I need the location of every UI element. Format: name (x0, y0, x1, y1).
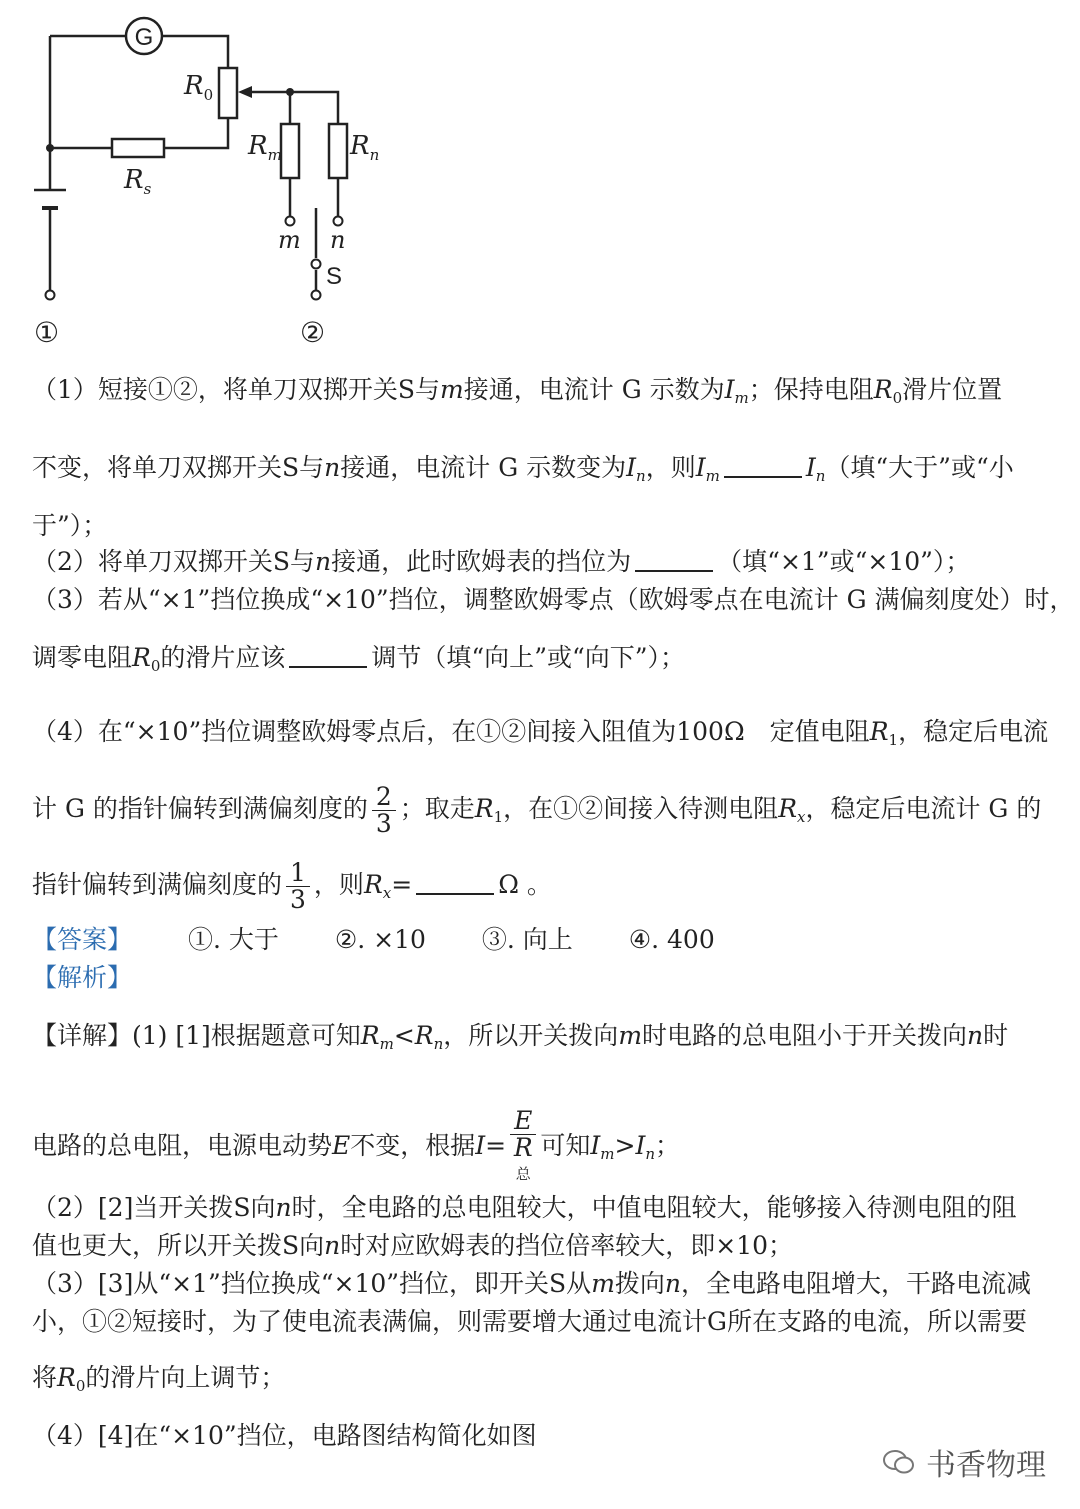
label-rm: $R_m$ (248, 131, 282, 164)
answer-blank-4[interactable] (416, 871, 494, 895)
analysis-label: 【解析】 (32, 963, 133, 992)
answer-blank-1[interactable] (724, 454, 802, 478)
circuit-diagram (0, 0, 420, 355)
wire-r0-bottom (164, 118, 228, 148)
detail-line1: 【详解】(1) [1]根据题意可知$R_m<R_n$，所以开关拨向m时电路的总电阻小于开关拨向n时 (32, 1021, 1009, 1053)
label-terminal-2: ② (300, 316, 326, 349)
detail-p3-line1: （3）[3]从“×1”挡位换成“×10”挡位，即开关S从m拨向n，全电路电阻增大，干路电流减 (32, 1269, 1032, 1298)
q2-line: （2）将单刀双掷开关S与n接通，此时欧姆表的挡位为 （填“×1”或“×10”）； (32, 547, 971, 576)
detail-p4-line: （4）[4]在“×10”挡位，电路图结构简化如图 (32, 1421, 537, 1450)
junction-dot (286, 88, 294, 96)
resistor-rs (112, 139, 164, 157)
label-terminal-1: ① (34, 316, 60, 349)
answer-blank-3[interactable] (289, 644, 367, 668)
terminal-1 (46, 291, 55, 300)
detail-line2: 电路的总电阻，电源电动势E不变，根据I= E R 总 可知$I_m>I_n$； (32, 1108, 1052, 1187)
resistor-rn (329, 124, 347, 178)
label-r0: $R_0$ (184, 71, 214, 104)
resistor-rm (281, 124, 299, 178)
answer-item: ④. 400 (628, 925, 715, 954)
galvanometer-label: G (134, 24, 154, 51)
answer-row (32, 922, 1052, 958)
terminal-m (286, 217, 295, 226)
detail-p2-line2: 值也更大，所以开关拨S向n时对应欧姆表的挡位倍率较大，即×10； (32, 1231, 794, 1260)
label-rn: $R_n$ (350, 131, 380, 164)
q1-line1: （1）短接①②，将单刀双掷开关S与m接通，电流计 G 示数为$I_m$；保持电阻$R_0$滑片位置 (32, 375, 1003, 407)
label-switch: S (326, 263, 343, 290)
q3-line1: （3）若从“×1”挡位换成“×10”挡位，调整欧姆零点（欧姆零点在电流计 G 满偏刻度处）时， (32, 585, 1075, 614)
wechat-icon (882, 1448, 916, 1476)
q3-line2: 调零电阻$R_0$的滑片应该 调节（填“向上”或“向下”）； (32, 643, 686, 675)
q4-line3: 指针偏转到满偏刻度的 $\frac{1}{3}$ ，则$R_x= \Omega$ 。 (32, 858, 552, 914)
watermark-text: 书香物理 (926, 1448, 1046, 1483)
fraction-two-thirds: $\frac{2}{3}$ (372, 784, 396, 837)
label-n: n (330, 226, 346, 254)
label-m: m (278, 226, 301, 254)
fraction-one-third: $\frac{1}{3}$ (286, 860, 310, 913)
q1-line2: 不变，将单刀双掷开关S与n接通，电流计 G 示数变为$I_n$，则$I_m$ $I_n$（填“大于”或“小 (32, 453, 1014, 485)
answer-blank-2[interactable] (635, 548, 713, 572)
terminal-n (334, 217, 343, 226)
q4-line1: （4）在“×10”挡位调整欧姆零点后，在①②间接入阻值为100Ω 定值电阻$R_1$，稳定后电流 (32, 717, 1049, 749)
answer-label: 【答案】 (32, 925, 133, 954)
wire-branch-top (250, 92, 338, 124)
switch-pivot (312, 260, 321, 269)
answer-item: ③. 向上 (481, 925, 573, 954)
detail-p3-line3: 将$R_0$的滑片向上调节； (32, 1363, 286, 1395)
q1-line3: 于”）； (32, 511, 108, 540)
detail-p3-line2: 小，①②短接时，为了使电流表满偏，则需要增大通过电流计G所在支路的电流，所以需要 (32, 1307, 1027, 1336)
detail-p2-line1: （2）[2]当开关拨S向n时，全电路的总电阻较大，中值电阻较大，能够接入待测电阻的阻 (32, 1193, 1017, 1222)
answer-item: ②. ×10 (334, 925, 426, 954)
junction-dot (46, 144, 54, 152)
answer-item: ①. 大于 (187, 925, 279, 954)
slider-arrow-icon (238, 86, 252, 98)
q4-line2: 计 G 的指针偏转到满偏刻度的 $\frac{2}{3}$ ；取走$R_1$，在①②间接入待测电阻$R_x$，稳定后电流计 G 的 (32, 782, 1042, 838)
wire-top-right (162, 36, 228, 68)
resistor-r0 (219, 68, 237, 118)
terminal-2 (312, 291, 321, 300)
watermark (882, 1440, 1046, 1484)
label-rs: $R_s$ (124, 165, 152, 198)
fraction-e-over-r: E R 总 (510, 1108, 536, 1187)
